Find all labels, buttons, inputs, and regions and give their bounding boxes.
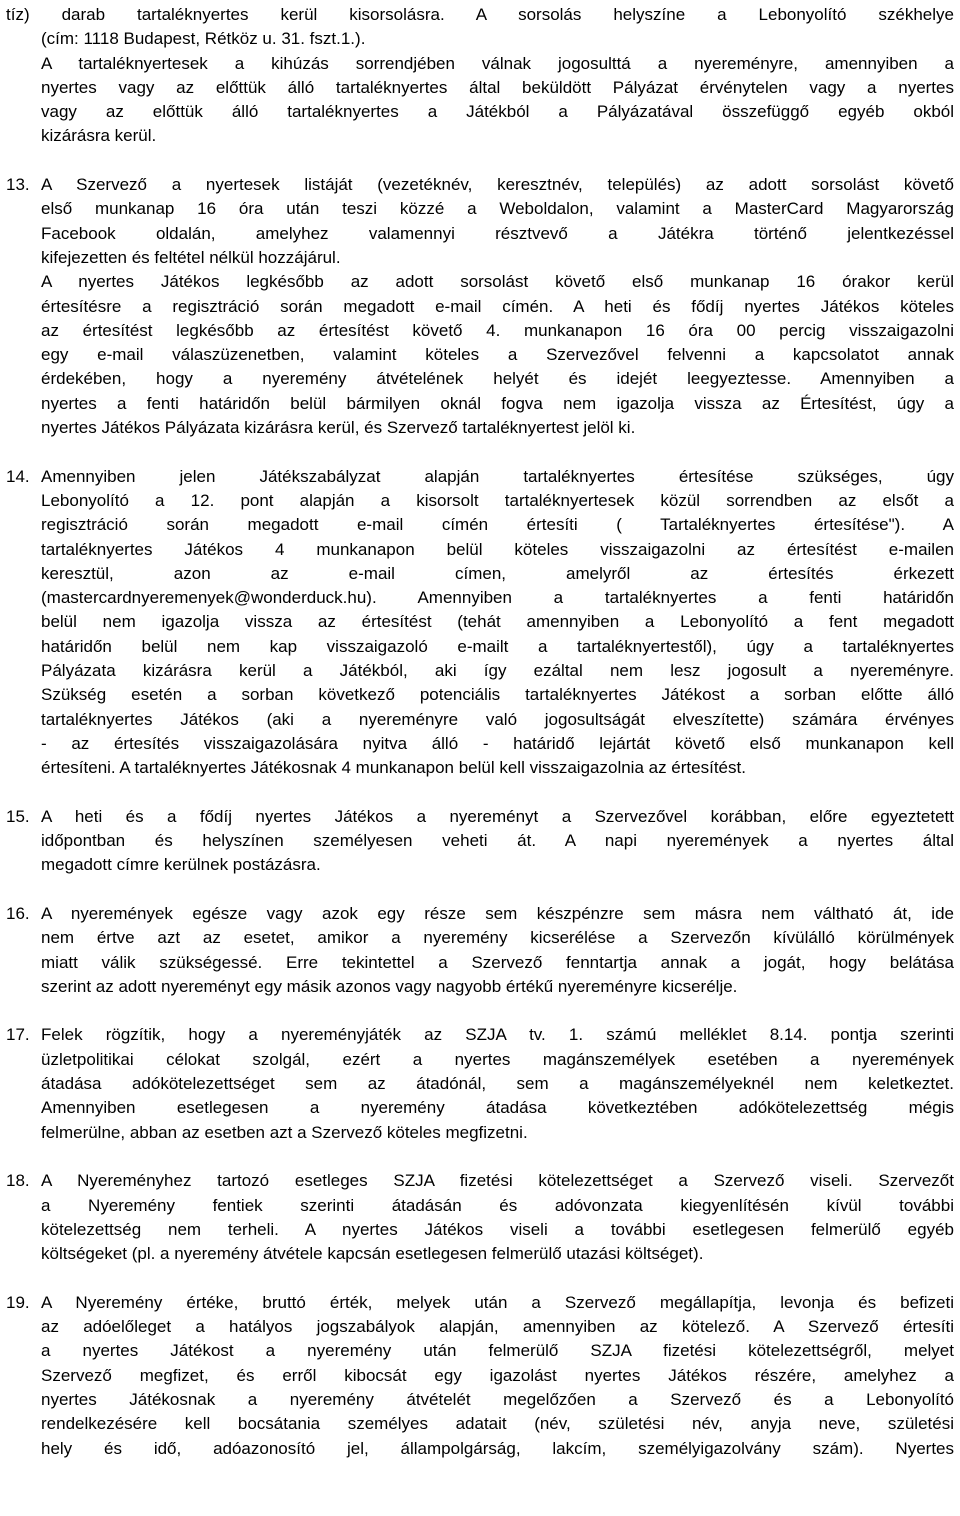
- section-19: [6, 1291, 954, 1461]
- text-line: üzletpolitikai célokat szolgál, ezért a nyertes magánszemélyek esetében a nyeremények: [41, 1049, 954, 1069]
- text-line: Lebonyolító a 12. pont alapján a kisorsolt tartaléknyertesek közül sorrendben az elsőt a: [41, 490, 954, 510]
- text-line: Amennyiben esetlegesen a nyeremény átadása következtében adókötelezettség mégis: [41, 1098, 954, 1118]
- text-line: Szükség esetén a sorban következő potenciális tartaléknyertes Játékost a sorban előtte álló: [41, 685, 954, 705]
- text-line: tíz) darab tartaléknyertes kerül kisorsolásra. A sorsolás helyszíne a Lebonyolító székhelye: [6, 5, 954, 24]
- text-line: költségeket (pl. a nyeremény átvétele kapcsán esetlegesen felmerülő utazási költséget).: [41, 1244, 704, 1264]
- section-spacer: [6, 999, 954, 1023]
- section-18: [6, 1169, 954, 1266]
- text-line: Pályázata kizárásra kerül a Játékból, aki így ezáltal nem lesz jogosult a nyereményre.: [41, 661, 954, 681]
- text-line: tartaléknyertes Játékos (aki a nyereményre való jogosultságát elveszítette) számára érvényes: [41, 709, 954, 729]
- section-number: 15.: [6, 806, 30, 826]
- text-line: nyertes a fenti határidőn belül bármilyen oknál fogva nem igazolja vissza az Értesítést, úgy a: [41, 393, 954, 413]
- section-number: 16.: [6, 903, 30, 923]
- section-number: 13.: [6, 175, 30, 195]
- text-line: érdekében, hogy a nyeremény átvételének helyét és idejét leegyeztesse. Amennyiben a: [41, 369, 954, 389]
- text-line: határidőn belül nem kap visszaigazoló e-mailt a tartaléknyertestől), úgy a tartaléknyertes: [41, 636, 954, 656]
- text-line: (cím: 1118 Budapest, Rétköz u. 31. fszt.1.).: [41, 29, 366, 49]
- text-line: a nyertes Játékost a nyeremény után felmerülő SZJA fizetési kötelezettségről, melyet: [41, 1341, 954, 1361]
- section-number: 18.: [6, 1171, 30, 1191]
- text-line: a Nyeremény fentiek szerinti átadásán és adóvonzata kiegyenlítésén kívül további: [41, 1195, 954, 1215]
- section-17: [6, 1023, 954, 1144]
- text-line: A Nyeremény értéke, bruttó érték, melyek után a Szervező megállapítja, levonja és befizeti: [41, 1292, 954, 1312]
- section-spacer: [6, 1266, 954, 1290]
- text-line: - az értesítés visszaigazolására nyitva álló - határidő lejártát követő első munkanapon kell: [41, 733, 954, 753]
- text-line: (mastercardnyeremenyek@wonderduck.hu). Amennyiben a tartaléknyertes a fenti határidőn: [41, 588, 954, 608]
- text-line: Amennyiben jelen Játékszabályzat alapján tartaléknyertes értesítése szükséges, úgy: [41, 466, 954, 486]
- text-line: időpontban és helyszínen személyesen veheti át. A napi nyeremények a nyertes által: [41, 831, 954, 851]
- text-line: A tartaléknyertesek a kihúzás sorrendjében válnak jogosulttá a nyereményre, amennyiben a: [41, 53, 954, 73]
- text-line: Felek rögzítik, hogy a nyereményjáték az SZJA tv. 1. számú melléklet 8.14. pontja szerinti: [41, 1025, 954, 1045]
- section-number: 17.: [6, 1025, 30, 1045]
- section-spacer: [6, 149, 954, 173]
- text-line: Szervező megfizet, és erről kibocsát egy igazolást nyertes Játékos részére, amelyhez a: [41, 1365, 954, 1385]
- text-line: regisztráció során megadott e-mail címén értesíti ( Tartaléknyertes értesítése"). A: [41, 515, 954, 535]
- text-line: tartaléknyertes Játékos 4 munkanapon belül köteles visszaigazolni az értesítést e-mailen: [41, 539, 954, 559]
- text-line: átadása adókötelezettséget sem az átadónál, sem a magánszemélyeknél nem keletkeztet.: [41, 1074, 954, 1094]
- text-line: A nyertes Játékos legkésőbb az adott sorsolást követő első munkanap 16 órakor kerül: [41, 272, 954, 292]
- intro-paragraph: [6, 3, 954, 149]
- text-line: keresztül, azon az e-mail címen, amelyről az értesítés érkezett: [41, 563, 954, 583]
- section-spacer: [6, 781, 954, 805]
- text-line: Facebook oldalán, amelyhez valamennyi résztvevő a Játékra történő jelentkezéssel: [41, 223, 954, 243]
- section-spacer: [6, 440, 954, 464]
- section-13: [6, 173, 954, 440]
- text-line: kötelezettség nem terheli. A nyertes Játékos viseli a további esetlegesen felmerülő egyéb: [41, 1219, 954, 1239]
- text-line: nyertes Játékosnak a nyeremény átvételét megelőzően a Szervező és a Lebonyolító: [41, 1389, 954, 1409]
- section-16: [6, 902, 954, 999]
- section-number: 14.: [6, 466, 30, 486]
- section-spacer: [6, 878, 954, 902]
- section-number: 19.: [6, 1292, 30, 1312]
- text-line: értesítésre a regisztráció során megadott e-mail címén. A heti és fődíj nyertes Játékos köteles: [41, 296, 954, 316]
- text-line: kifejezetten és feltétel nélkül hozzájárul.: [41, 247, 341, 267]
- text-line: értesíteni. A tartaléknyertes Játékosnak 4 munkanapon belül kell visszaigazolnia az értesítést.: [41, 758, 746, 778]
- text-line: rendelkezésére kell bocsátania személyes adatait (név, születési név, anyja neve, születési: [41, 1414, 954, 1434]
- text-line: felmerülne, abban az esetben azt a Szervező köteles megfizetni.: [41, 1122, 528, 1142]
- section-spacer: [6, 1145, 954, 1169]
- text-line: miatt válik szükségessé. Erre tekintettel a Szervező fenntartja annak a jogát, hogy belátása: [41, 952, 954, 972]
- numbered-sections: [6, 149, 954, 1461]
- text-line: egy e-mail válaszüzenetben, valamint köteles a Szervezővel felvenni a kapcsolatot annak: [41, 345, 954, 365]
- text-line: A nyeremények egésze vagy azok egy része sem készpénzre sem másra nem váltható át, ide: [41, 903, 954, 923]
- text-line: az adóelőleget a hatályos jogszabályok alapján, amennyiben az kötelező. A Szervező értesíti: [41, 1317, 954, 1337]
- text-line: szerint az adott nyereményt egy másik azonos vagy nagyobb értékű nyereményre kicserélje.: [41, 976, 738, 996]
- text-line: vagy az előttük álló tartaléknyertes a Játékból a Pályázatával összefüggő egyéb okból: [41, 102, 954, 122]
- text-line: kizárásra kerül.: [41, 126, 157, 146]
- text-line: hely és idő, adóazonosító jel, állampolgárság, lakcím, személyigazolvány szám). Nyertes: [41, 1438, 954, 1458]
- text-line: megadott címre kerülnek postázásra.: [41, 855, 321, 875]
- text-line: nyertes Játékos Pályázata kizárásra kerül, és Szervező tartaléknyertest jelöl ki.: [41, 418, 636, 438]
- text-line: belül nem igazolja vissza az értesítést (tehát amennyiben a Lebonyolító a fent megadott: [41, 612, 954, 632]
- text-line: A heti és a fődíj nyertes Játékos a nyereményt a Szervezővel korábban, előre egyeztetett: [41, 806, 954, 826]
- section-15: [6, 805, 954, 878]
- text-line: A Szervező a nyertesek listáját (vezetéknév, keresztnév, település) az adott sorsolást követő: [41, 175, 954, 195]
- section-14: [6, 465, 954, 781]
- text-line: A Nyereményhez tartozó esetleges SZJA fizetési kötelezettséget a Szervező viseli. Szervezőt: [41, 1171, 954, 1191]
- text-line: első munkanap 16 óra után teszi közzé a Weboldalon, valamint a MasterCard Magyarország: [41, 199, 954, 219]
- text-line: nem értve azt az esetet, amikor a nyeremény kicserélése a Szervezőn kívülálló körülmények: [41, 928, 954, 948]
- text-line: az értesítést legkésőbb az értesítést követő 4. munkanapon 16 óra 00 percig visszaigazolni: [41, 320, 954, 340]
- text-line: nyertes vagy az előttük álló tartaléknyertes által beküldött Pályázat érvénytelen vagy a nyertes: [41, 77, 954, 97]
